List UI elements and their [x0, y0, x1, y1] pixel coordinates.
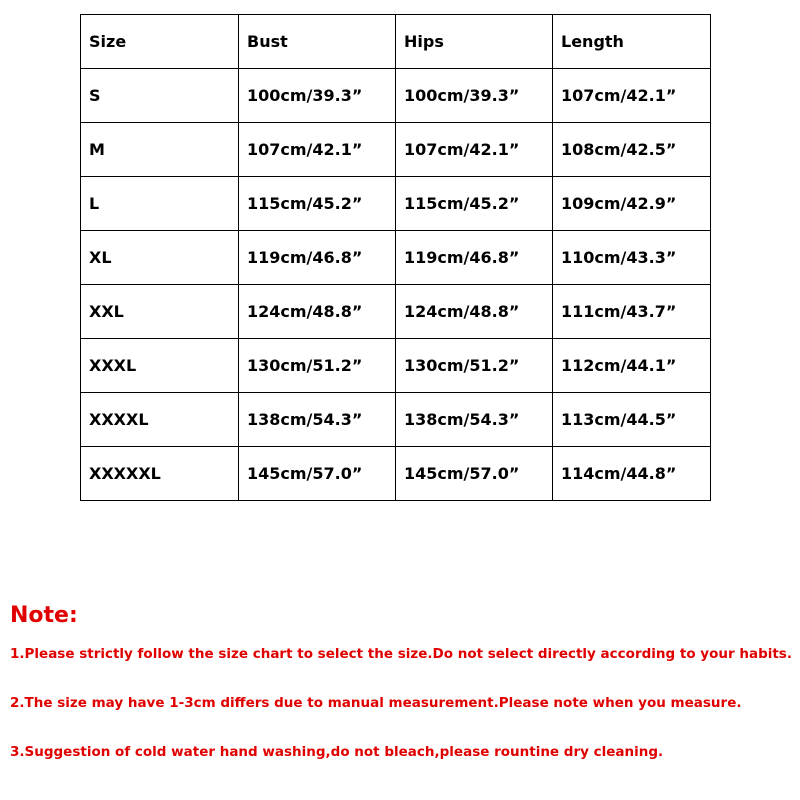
cell-bust: 100cm/39.3”: [239, 69, 396, 123]
cell-hips: 130cm/51.2”: [396, 339, 553, 393]
cell-bust: 107cm/42.1”: [239, 123, 396, 177]
header-size: Size: [81, 15, 239, 69]
note-heading: Note:: [10, 603, 78, 628]
cell-size: XXXL: [81, 339, 239, 393]
cell-hips: 119cm/46.8”: [396, 231, 553, 285]
header-length: Length: [553, 15, 711, 69]
cell-size: XL: [81, 231, 239, 285]
cell-size: XXL: [81, 285, 239, 339]
cell-bust: 138cm/54.3”: [239, 393, 396, 447]
note-line-3: 3.Suggestion of cold water hand washing,do not bleach,please rountine dry cleaning.: [10, 744, 664, 760]
cell-size: S: [81, 69, 239, 123]
cell-bust: 115cm/45.2”: [239, 177, 396, 231]
cell-hips: 138cm/54.3”: [396, 393, 553, 447]
cell-hips: 115cm/45.2”: [396, 177, 553, 231]
cell-size: XXXXL: [81, 393, 239, 447]
cell-length: 109cm/42.9”: [553, 177, 711, 231]
cell-length: 110cm/43.3”: [553, 231, 711, 285]
size-chart-table: [80, 14, 711, 501]
cell-bust: 130cm/51.2”: [239, 339, 396, 393]
header-bust: Bust: [239, 15, 396, 69]
table-row: [81, 339, 711, 393]
note-line-1: 1.Please strictly follow the size chart to select the size.Do not select directly according to your habits.: [10, 646, 792, 662]
cell-size: M: [81, 123, 239, 177]
table-header-row: [81, 15, 711, 69]
table-row: [81, 177, 711, 231]
header-hips: Hips: [396, 15, 553, 69]
cell-length: 111cm/43.7”: [553, 285, 711, 339]
table-row: [81, 123, 711, 177]
cell-hips: 145cm/57.0”: [396, 447, 553, 501]
cell-size: L: [81, 177, 239, 231]
cell-length: 108cm/42.5”: [553, 123, 711, 177]
table-row: [81, 69, 711, 123]
cell-bust: 145cm/57.0”: [239, 447, 396, 501]
cell-bust: 124cm/48.8”: [239, 285, 396, 339]
table-row: [81, 285, 711, 339]
cell-length: 112cm/44.1”: [553, 339, 711, 393]
table-row: [81, 231, 711, 285]
cell-length: 114cm/44.8”: [553, 447, 711, 501]
cell-hips: 107cm/42.1”: [396, 123, 553, 177]
cell-hips: 124cm/48.8”: [396, 285, 553, 339]
table-row: [81, 447, 711, 501]
note-line-2: 2.The size may have 1-3cm differs due to manual measurement.Please note when you measure.: [10, 695, 742, 711]
cell-size: XXXXXL: [81, 447, 239, 501]
cell-hips: 100cm/39.3”: [396, 69, 553, 123]
table-row: [81, 393, 711, 447]
cell-bust: 119cm/46.8”: [239, 231, 396, 285]
cell-length: 113cm/44.5”: [553, 393, 711, 447]
cell-length: 107cm/42.1”: [553, 69, 711, 123]
